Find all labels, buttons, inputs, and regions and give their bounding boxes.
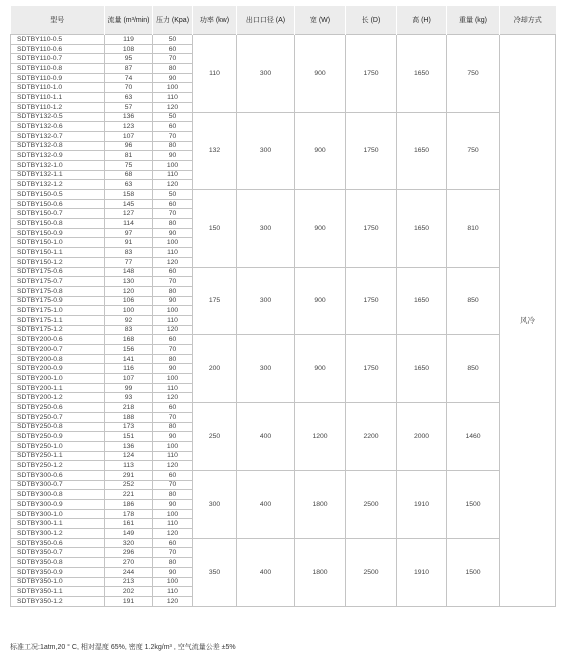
pressure-cell: 50 [153, 35, 193, 45]
pressure-cell: 70 [153, 480, 193, 490]
model-cell: SDTBY200-0.6 [11, 335, 105, 345]
model-cell: SDTBY200-1.0 [11, 374, 105, 384]
model-cell: SDTBY350-1.0 [11, 577, 105, 587]
model-cell: SDTBY110-0.6 [11, 44, 105, 54]
model-cell: SDTBY150-0.8 [11, 219, 105, 229]
pressure-cell: 120 [153, 102, 193, 112]
flow-cell: 93 [105, 393, 153, 403]
length-cell: 2500 [346, 470, 397, 538]
pressure-cell: 100 [153, 83, 193, 93]
width-cell: 900 [295, 267, 346, 335]
model-cell: SDTBY300-0.7 [11, 480, 105, 490]
length-cell: 1750 [346, 190, 397, 268]
flow-cell: 113 [105, 461, 153, 471]
pressure-cell: 90 [153, 151, 193, 161]
model-cell: SDTBY175-0.9 [11, 296, 105, 306]
model-cell: SDTBY132-1.0 [11, 160, 105, 170]
flow-cell: 221 [105, 490, 153, 500]
outlet-cell: 300 [237, 35, 295, 113]
pressure-cell: 110 [153, 383, 193, 393]
pressure-cell: 110 [153, 248, 193, 258]
pressure-cell: 60 [153, 538, 193, 548]
width-cell: 900 [295, 190, 346, 268]
flow-cell: 75 [105, 160, 153, 170]
flow-cell: 96 [105, 141, 153, 151]
length-cell: 1750 [346, 112, 397, 190]
flow-cell: 124 [105, 451, 153, 461]
power-cell: 132 [193, 112, 237, 190]
power-cell: 200 [193, 335, 237, 403]
width-cell: 1800 [295, 470, 346, 538]
model-cell: SDTBY132-1.2 [11, 180, 105, 190]
model-cell: SDTBY150-1.1 [11, 248, 105, 258]
pressure-cell: 80 [153, 422, 193, 432]
model-cell: SDTBY300-1.0 [11, 509, 105, 519]
flow-cell: 178 [105, 509, 153, 519]
flow-cell: 116 [105, 364, 153, 374]
height-cell: 2000 [397, 403, 447, 471]
flow-cell: 136 [105, 441, 153, 451]
header-pressure: 压力 (Kpa) [153, 6, 193, 35]
flow-cell: 120 [105, 286, 153, 296]
model-cell: SDTBY250-1.2 [11, 461, 105, 471]
pressure-cell: 120 [153, 180, 193, 190]
flow-cell: 158 [105, 190, 153, 200]
flow-cell: 95 [105, 54, 153, 64]
pressure-cell: 100 [153, 509, 193, 519]
flow-cell: 63 [105, 93, 153, 103]
flow-cell: 107 [105, 131, 153, 141]
pressure-cell: 60 [153, 403, 193, 413]
width-cell: 900 [295, 335, 346, 403]
pressure-cell: 80 [153, 354, 193, 364]
flow-cell: 97 [105, 228, 153, 238]
model-cell: SDTBY350-0.7 [11, 548, 105, 558]
weight-cell: 750 [447, 35, 500, 113]
pressure-cell: 110 [153, 519, 193, 529]
weight-cell: 1500 [447, 538, 500, 606]
table-row [11, 403, 556, 413]
model-cell: SDTBY132-1.1 [11, 170, 105, 180]
model-cell: SDTBY110-0.5 [11, 35, 105, 45]
outlet-cell: 300 [237, 335, 295, 403]
model-cell: SDTBY175-0.7 [11, 277, 105, 287]
length-cell: 1750 [346, 335, 397, 403]
model-cell: SDTBY250-1.0 [11, 441, 105, 451]
model-cell: SDTBY110-0.8 [11, 64, 105, 74]
width-cell: 900 [295, 112, 346, 190]
header-model: 型号 [11, 6, 105, 35]
flow-cell: 296 [105, 548, 153, 558]
flow-cell: 148 [105, 267, 153, 277]
model-cell: SDTBY200-1.1 [11, 383, 105, 393]
pressure-cell: 110 [153, 315, 193, 325]
model-cell: SDTBY110-1.0 [11, 83, 105, 93]
flow-cell: 74 [105, 73, 153, 83]
flow-cell: 83 [105, 248, 153, 258]
outlet-cell: 300 [237, 112, 295, 190]
model-cell: SDTBY350-0.8 [11, 558, 105, 568]
model-cell: SDTBY150-0.9 [11, 228, 105, 238]
model-cell: SDTBY300-0.8 [11, 490, 105, 500]
width-cell: 900 [295, 35, 346, 113]
outlet-cell: 400 [237, 538, 295, 606]
pressure-cell: 70 [153, 131, 193, 141]
model-cell: SDTBY132-0.7 [11, 131, 105, 141]
model-cell: SDTBY132-0.6 [11, 122, 105, 132]
flow-cell: 130 [105, 277, 153, 287]
model-cell: SDTBY200-0.8 [11, 354, 105, 364]
pressure-cell: 120 [153, 325, 193, 335]
pressure-cell: 100 [153, 306, 193, 316]
weight-cell: 850 [447, 335, 500, 403]
pressure-cell: 100 [153, 441, 193, 451]
model-cell: SDTBY150-0.5 [11, 190, 105, 200]
pressure-cell: 80 [153, 141, 193, 151]
outlet-cell: 400 [237, 470, 295, 538]
weight-cell: 1500 [447, 470, 500, 538]
table-row [11, 190, 556, 200]
table-row [11, 538, 556, 548]
model-cell: SDTBY350-0.9 [11, 567, 105, 577]
length-cell: 2500 [346, 538, 397, 606]
weight-cell: 850 [447, 267, 500, 335]
outlet-cell: 400 [237, 403, 295, 471]
flow-cell: 156 [105, 345, 153, 355]
table-row [11, 267, 556, 277]
pressure-cell: 110 [153, 587, 193, 597]
pressure-cell: 110 [153, 170, 193, 180]
weight-cell: 810 [447, 190, 500, 268]
flow-cell: 68 [105, 170, 153, 180]
header-flow: 流量 (m³/min) [105, 6, 153, 35]
spec-table [10, 6, 556, 607]
model-cell: SDTBY110-0.7 [11, 54, 105, 64]
header-row [11, 6, 556, 35]
height-cell: 1650 [397, 35, 447, 113]
table-row [11, 112, 556, 122]
table-row [11, 470, 556, 480]
flow-cell: 99 [105, 383, 153, 393]
flow-cell: 151 [105, 432, 153, 442]
pressure-cell: 100 [153, 160, 193, 170]
pressure-cell: 120 [153, 461, 193, 471]
table-row [11, 335, 556, 345]
model-cell: SDTBY300-0.6 [11, 470, 105, 480]
model-cell: SDTBY250-0.7 [11, 412, 105, 422]
flow-cell: 244 [105, 567, 153, 577]
pressure-cell: 50 [153, 112, 193, 122]
height-cell: 1650 [397, 335, 447, 403]
flow-cell: 136 [105, 112, 153, 122]
pressure-cell: 90 [153, 228, 193, 238]
flow-cell: 218 [105, 403, 153, 413]
pressure-cell: 90 [153, 296, 193, 306]
model-cell: SDTBY150-1.2 [11, 257, 105, 267]
table-body [11, 35, 556, 607]
flow-cell: 91 [105, 238, 153, 248]
pressure-cell: 60 [153, 199, 193, 209]
pressure-cell: 120 [153, 596, 193, 606]
pressure-cell: 50 [153, 190, 193, 200]
flow-cell: 108 [105, 44, 153, 54]
model-cell: SDTBY110-0.9 [11, 73, 105, 83]
height-cell: 1650 [397, 190, 447, 268]
model-cell: SDTBY250-0.9 [11, 432, 105, 442]
pressure-cell: 70 [153, 548, 193, 558]
model-cell: SDTBY150-1.0 [11, 238, 105, 248]
model-cell: SDTBY132-0.9 [11, 151, 105, 161]
power-cell: 300 [193, 470, 237, 538]
model-cell: SDTBY200-0.9 [11, 364, 105, 374]
power-cell: 150 [193, 190, 237, 268]
model-cell: SDTBY175-0.6 [11, 267, 105, 277]
pressure-cell: 70 [153, 209, 193, 219]
header-length: 长 (D) [346, 6, 397, 35]
model-cell: SDTBY300-1.2 [11, 529, 105, 539]
pressure-cell: 100 [153, 374, 193, 384]
header-outlet: 出口口径 (A) [237, 6, 295, 35]
pressure-cell: 90 [153, 567, 193, 577]
flow-cell: 202 [105, 587, 153, 597]
pressure-cell: 60 [153, 122, 193, 132]
power-cell: 350 [193, 538, 237, 606]
model-cell: SDTBY132-0.8 [11, 141, 105, 151]
pressure-cell: 90 [153, 364, 193, 374]
model-cell: SDTBY110-1.2 [11, 102, 105, 112]
flow-cell: 83 [105, 325, 153, 335]
model-cell: SDTBY175-0.8 [11, 286, 105, 296]
model-cell: SDTBY350-1.2 [11, 596, 105, 606]
pressure-cell: 90 [153, 500, 193, 510]
pressure-cell: 80 [153, 286, 193, 296]
weight-cell: 1460 [447, 403, 500, 471]
outlet-cell: 300 [237, 190, 295, 268]
pressure-cell: 80 [153, 558, 193, 568]
power-cell: 110 [193, 35, 237, 113]
header-width: 宽 (W) [295, 6, 346, 35]
flow-cell: 188 [105, 412, 153, 422]
weight-cell: 750 [447, 112, 500, 190]
model-cell: SDTBY300-1.1 [11, 519, 105, 529]
length-cell: 2200 [346, 403, 397, 471]
footnote: 标准工况:1atm,20 ° C, 相对湿度 65%, 密度 1.2kg/m³ , 空气流量公差 ±5% [10, 644, 236, 651]
flow-cell: 252 [105, 480, 153, 490]
header-weight: 重量 (kg) [447, 6, 500, 35]
header-power: 功率 (kw) [193, 6, 237, 35]
pressure-cell: 70 [153, 412, 193, 422]
model-cell: SDTBY175-1.1 [11, 315, 105, 325]
flow-cell: 63 [105, 180, 153, 190]
flow-cell: 77 [105, 257, 153, 267]
flow-cell: 270 [105, 558, 153, 568]
flow-cell: 100 [105, 306, 153, 316]
flow-cell: 320 [105, 538, 153, 548]
pressure-cell: 60 [153, 267, 193, 277]
flow-cell: 57 [105, 102, 153, 112]
model-cell: SDTBY132-0.5 [11, 112, 105, 122]
flow-cell: 149 [105, 529, 153, 539]
length-cell: 1750 [346, 35, 397, 113]
pressure-cell: 70 [153, 345, 193, 355]
pressure-cell: 70 [153, 54, 193, 64]
model-cell: SDTBY150-0.7 [11, 209, 105, 219]
pressure-cell: 60 [153, 335, 193, 345]
model-cell: SDTBY250-1.1 [11, 451, 105, 461]
pressure-cell: 60 [153, 44, 193, 54]
flow-cell: 213 [105, 577, 153, 587]
flow-cell: 191 [105, 596, 153, 606]
pressure-cell: 90 [153, 432, 193, 442]
model-cell: SDTBY200-1.2 [11, 393, 105, 403]
flow-cell: 92 [105, 315, 153, 325]
flow-cell: 70 [105, 83, 153, 93]
model-cell: SDTBY150-0.6 [11, 199, 105, 209]
model-cell: SDTBY350-1.1 [11, 587, 105, 597]
model-cell: SDTBY110-1.1 [11, 93, 105, 103]
flow-cell: 114 [105, 219, 153, 229]
pressure-cell: 80 [153, 490, 193, 500]
cooling-cell: 风冷 [500, 35, 556, 607]
pressure-cell: 120 [153, 529, 193, 539]
header-cooling: 冷却方式 [500, 6, 556, 35]
pressure-cell: 80 [153, 219, 193, 229]
pressure-cell: 120 [153, 393, 193, 403]
height-cell: 1650 [397, 112, 447, 190]
pressure-cell: 100 [153, 577, 193, 587]
flow-cell: 141 [105, 354, 153, 364]
height-cell: 1910 [397, 538, 447, 606]
flow-cell: 127 [105, 209, 153, 219]
flow-cell: 161 [105, 519, 153, 529]
pressure-cell: 110 [153, 93, 193, 103]
power-cell: 250 [193, 403, 237, 471]
model-cell: SDTBY350-0.6 [11, 538, 105, 548]
flow-cell: 87 [105, 64, 153, 74]
pressure-cell: 60 [153, 470, 193, 480]
pressure-cell: 90 [153, 73, 193, 83]
flow-cell: 168 [105, 335, 153, 345]
pressure-cell: 120 [153, 257, 193, 267]
outlet-cell: 300 [237, 267, 295, 335]
model-cell: SDTBY175-1.0 [11, 306, 105, 316]
model-cell: SDTBY250-0.6 [11, 403, 105, 413]
model-cell: SDTBY175-1.2 [11, 325, 105, 335]
model-cell: SDTBY200-0.7 [11, 345, 105, 355]
flow-cell: 107 [105, 374, 153, 384]
width-cell: 1800 [295, 538, 346, 606]
height-cell: 1910 [397, 470, 447, 538]
flow-cell: 81 [105, 151, 153, 161]
flow-cell: 145 [105, 199, 153, 209]
pressure-cell: 100 [153, 238, 193, 248]
pressure-cell: 80 [153, 64, 193, 74]
flow-cell: 123 [105, 122, 153, 132]
flow-cell: 173 [105, 422, 153, 432]
table-row [11, 35, 556, 45]
power-cell: 175 [193, 267, 237, 335]
length-cell: 1750 [346, 267, 397, 335]
model-cell: SDTBY250-0.8 [11, 422, 105, 432]
header-height: 高 (H) [397, 6, 447, 35]
flow-cell: 106 [105, 296, 153, 306]
flow-cell: 291 [105, 470, 153, 480]
pressure-cell: 70 [153, 277, 193, 287]
model-cell: SDTBY300-0.9 [11, 500, 105, 510]
width-cell: 1200 [295, 403, 346, 471]
flow-cell: 186 [105, 500, 153, 510]
pressure-cell: 110 [153, 451, 193, 461]
flow-cell: 119 [105, 35, 153, 45]
height-cell: 1650 [397, 267, 447, 335]
